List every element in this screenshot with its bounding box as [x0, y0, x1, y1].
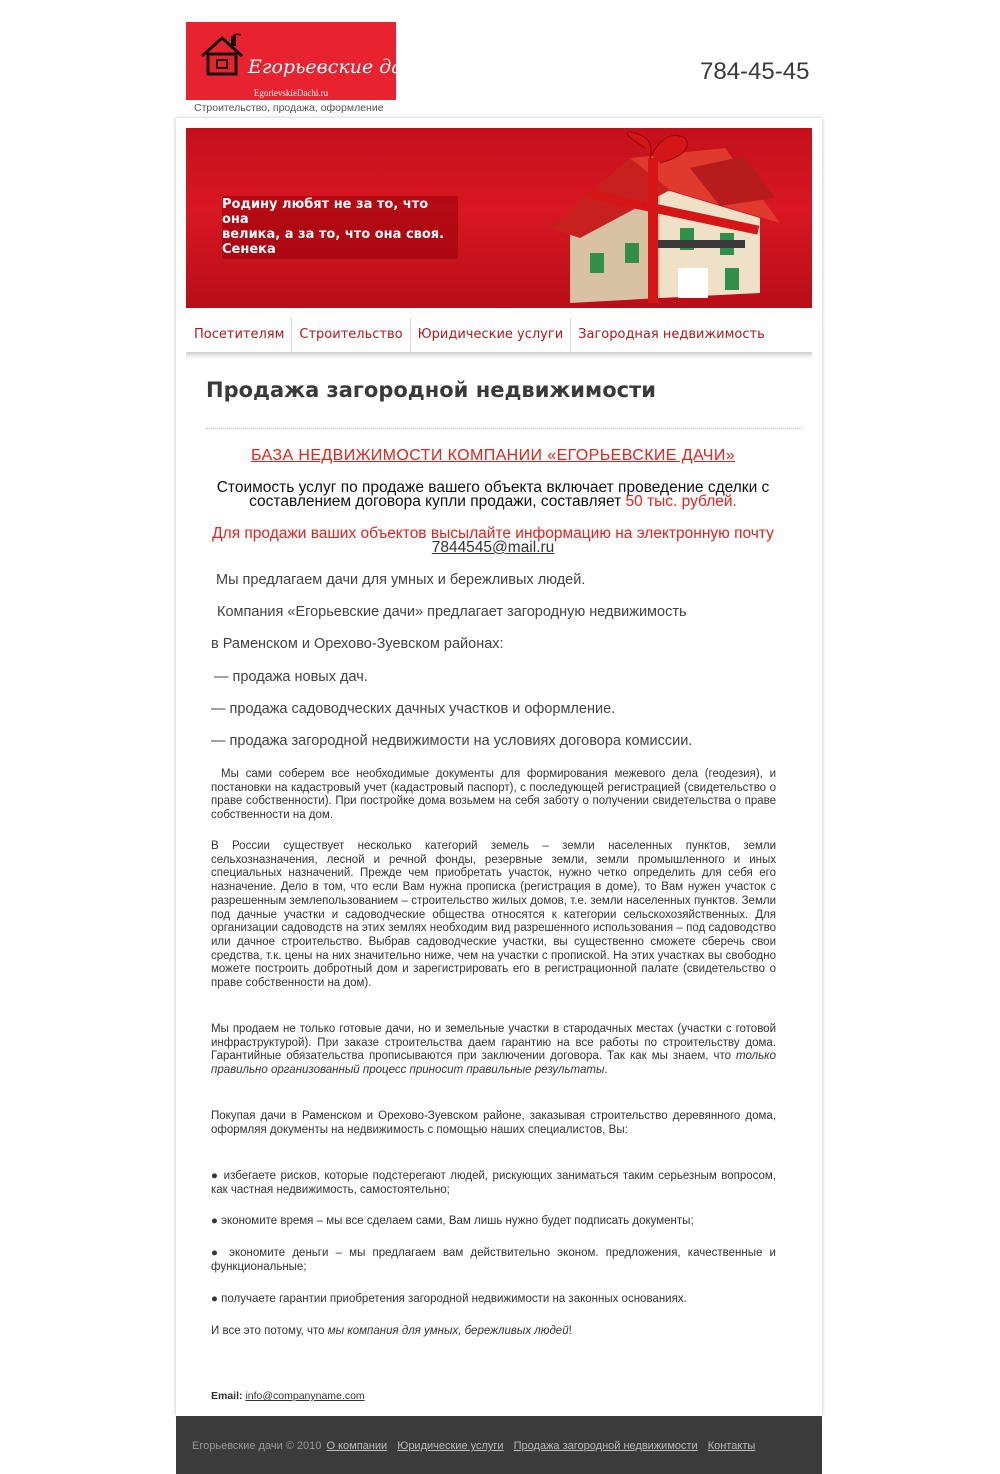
- offer-line-5: — продажа садоводческих дачных участков и оформление.: [211, 701, 616, 717]
- final-text: И все это потому, что: [211, 1325, 325, 1337]
- bullet-guarantees: ● получаете гарантии приобретения загородной недвижимости на законных основаниях.: [211, 1293, 687, 1305]
- paragraph-final: [211, 1325, 776, 1339]
- footer-copyright: Егорьевские дачи © 2010: [192, 1440, 322, 1452]
- contact-email: [211, 1390, 365, 1402]
- offer-line-1: Мы предлагаем дачи для умных и бережливых людей.: [216, 572, 586, 588]
- price-value: 50 тыс. рублей.: [625, 493, 737, 510]
- nav-divider: [186, 352, 812, 360]
- send-info-text: [200, 527, 786, 555]
- tagline: Строительство, продажа, оформление: [194, 102, 384, 114]
- page-title: Продажа загородной недвижимости: [206, 378, 656, 402]
- logo-url: EgorievskieDachi.ru: [253, 88, 329, 98]
- footer-links: [192, 1440, 760, 1452]
- nav-item-country-property[interactable]: Загородная недвижимость: [578, 327, 765, 342]
- bullet-time: ● экономите время – мы все сделаем сами, Вам лишь нужно будет подписать документы;: [211, 1215, 694, 1227]
- guarantee-italic: только правильно организованный процесс приносит правильные результаты: [211, 1050, 776, 1077]
- nav-item-visitors[interactable]: Посетителям: [186, 318, 292, 352]
- paragraph-buying: Покупая дачи в Раменском и Орехово-Зуевском районе, заказывая строительство деревянного дома, оформляя документы на недвижимость с помощью наших специалистов, Вы:: [211, 1110, 776, 1136]
- final-italic: мы компания для умных, бережливых людей: [327, 1325, 569, 1337]
- price-description: Стоимость услуг по продаже вашего объекта включает проведение сделки с составлением договора купли продажи, составляет: [216, 479, 770, 510]
- price-text: [200, 481, 786, 509]
- bullet-risks: ● избегаете рисков, которые подстерегают людей, рискующих заниматься таким серьезным вопросом, как частная недвижимость, самостоятельно;: [211, 1170, 776, 1196]
- phone-number: 784-45-45: [700, 58, 810, 85]
- house-logo-icon: [198, 32, 246, 78]
- bullet-money: ● экономите деньги – мы предлагаем вам действительно эконом. предложения, качественные и функциональные;: [211, 1247, 776, 1273]
- database-link[interactable]: БАЗА НЕДВИЖИМОСТИ КОМПАНИИ «ЕГОРЬЕВСКИЕ ДАЧИ»: [250, 447, 736, 464]
- footer-link-property[interactable]: Продажа загородной недвижимости: [513, 1440, 698, 1452]
- offer-line-2: Компания «Егорьевские дачи» предлагает загородную недвижимость: [217, 604, 687, 620]
- banner-quote: [222, 196, 458, 259]
- gift-house-image-icon: [530, 128, 810, 308]
- footer-link-about[interactable]: О компании: [326, 1440, 388, 1452]
- paragraph-guarantee: Мы продаем не только готовые дачи, но и земельные участки в стародачных местах (участки с готовой инфраструктурой). При заказе строительства даем гарантию на все работы по строительству дома. Гарантийные обязательства прописываются при заключении договора. Так как мы знаем, что только правильно организованный процесс приносит правильные результаты.: [211, 1023, 776, 1077]
- nav-item-legal-services[interactable]: Юридические услуги: [411, 318, 572, 352]
- paragraph-documents: Мы сами соберем все необходимые документы для формирования межевого дела (геодезия), и постановки на кадастровый учет (кадастровый паспорт), с последующей регистрацией (свидетельство о праве собственности). При постройке дома возьмем на себя заботу о получении свидетельства о праве собственности на дом.: [211, 768, 776, 822]
- offer-line-6: — продажа загородной недвижимости на условиях договора комиссии.: [211, 733, 693, 749]
- send-description: Для продажи ваших объектов высылайте информацию на электронную почту: [212, 525, 774, 542]
- guarantee-text: Мы продаем не только готовые дачи, но и земельные участки в стародачных местах (участки с готовой инфраструктурой). При заказе строительства даем гарантию на все работы по строительству дома. Гарантийные обязательства прописываются при заключении договора. Так как мы знаем, что: [211, 1023, 776, 1063]
- quote-line-1: Родину любят не за то, что она: [222, 197, 429, 227]
- logo-brand-text: Егорьевские дачи: [248, 56, 427, 78]
- quote-author: Сенека: [222, 242, 276, 257]
- send-email-link[interactable]: 7844545@mail.ru: [431, 539, 555, 556]
- email-label: Email:: [211, 1390, 243, 1402]
- footer: [176, 1416, 822, 1474]
- offer-line-3: в Раменском и Орехово-Зуевском районах:: [211, 636, 504, 652]
- footer-link-contacts[interactable]: Контакты: [707, 1440, 756, 1452]
- title-divider: [206, 428, 802, 429]
- email-link[interactable]: info@companyname.com: [245, 1390, 365, 1402]
- paragraph-land-categories: В России существует несколько категорий земель – земли населенных пунктов, земли сельхозназначения, лесной и речной фонды, резервные земли, земли промышленного и иных специальных назначений. Прежде чем приобретать участок, нужно четко определить для себя его назначение. Дело в том, что если Вам нужна прописка (регистрация в доме), то Вам нужен участок с разрешенным землепользованием – строительство жилых домов, т.е. земли населенных пунктов. Земли под дачные участки и садоводческие общества относятся к категории сельскохозяйственных. Для организации садоводств на этих землях необходим вид разрешенного использования – под садоводство или дачное строительство. Выбрав садоводческие участки, вы существенно сможете сберечь свои средства, т.к. цены на них значительно ниже, чем на участки с пропиской. На этих участках вы свободно можете построить добротный дом и зарегистрировать его в регистрационной палате (свидетельство о праве собственности на дом).: [211, 840, 776, 990]
- quote-line-2: велика, а за то, что она своя.: [222, 227, 445, 242]
- final-end: !: [568, 1325, 572, 1337]
- footer-link-legal[interactable]: Юридические услуги: [397, 1440, 504, 1452]
- nav-item-construction[interactable]: Строительство: [292, 318, 410, 352]
- offer-line-4: — продажа новых дач.: [214, 669, 368, 685]
- main-nav: [186, 318, 772, 352]
- logo[interactable]: [186, 22, 427, 100]
